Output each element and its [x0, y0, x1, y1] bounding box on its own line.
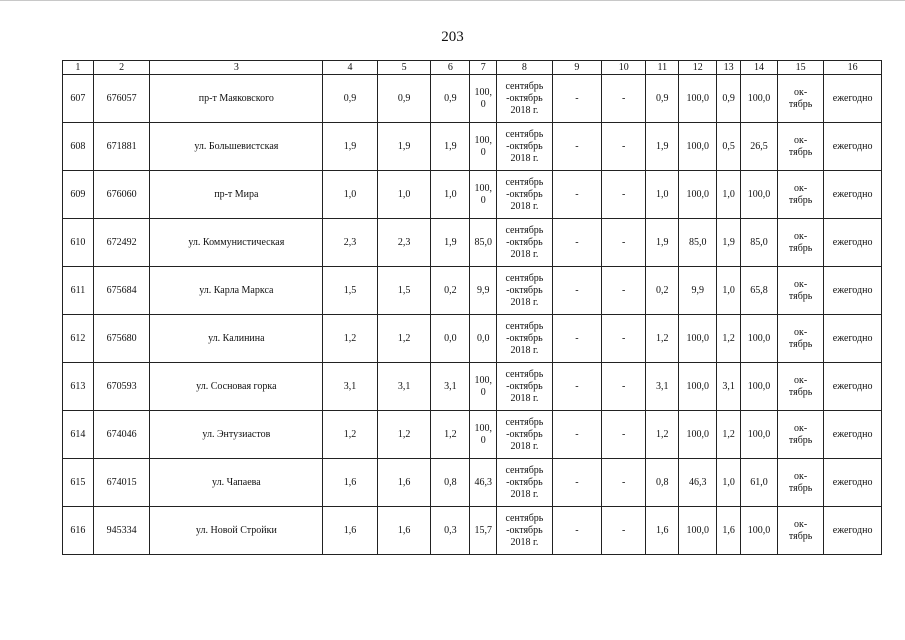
cell-c13: 1,9 — [717, 219, 741, 267]
cell-c8b-line: -октябрь — [506, 428, 543, 440]
table-row — [63, 363, 882, 411]
cell-c7a-line: 100, — [474, 86, 493, 98]
cell-c12: 100,0 — [679, 507, 717, 555]
cell-c8a-line: сентябрь — [505, 176, 544, 188]
cell-c15a-line: ок- — [794, 230, 808, 242]
cell-c2: 675680 — [93, 315, 150, 363]
cell-c13: 1,2 — [717, 315, 741, 363]
cell-c16: ежегодно — [824, 459, 882, 507]
cell-c14: 100,0 — [740, 363, 777, 411]
cell-c6: 0,0 — [431, 315, 470, 363]
cell-c15 — [777, 267, 823, 315]
column-header-1: 1 — [63, 61, 94, 75]
cell-c9: - — [552, 315, 601, 363]
cell-c8b-line: -октябрь — [506, 380, 543, 392]
cell-c8a-line: сентябрь — [505, 416, 544, 428]
cell-c8a-line: сентябрь — [505, 80, 544, 92]
cell-c7 — [470, 219, 497, 267]
cell-c5: 1,5 — [377, 267, 431, 315]
cell-c12: 100,0 — [679, 363, 717, 411]
cell-c7 — [470, 123, 497, 171]
cell-c16: ежегодно — [824, 507, 882, 555]
cell-c14: 100,0 — [740, 171, 777, 219]
cell-c2: 670593 — [93, 363, 150, 411]
cell-c7a-line: 85,0 — [474, 236, 493, 248]
cell-c10: - — [602, 219, 646, 267]
table-row — [63, 75, 882, 123]
cell-c9: - — [552, 75, 601, 123]
cell-c1: 611 — [63, 267, 94, 315]
cell-c12: 85,0 — [679, 219, 717, 267]
column-header-15: 15 — [777, 61, 823, 75]
cell-c3: ул. Калинина — [150, 315, 323, 363]
table-row — [63, 267, 882, 315]
cell-c15 — [777, 411, 823, 459]
cell-c2: 671881 — [93, 123, 150, 171]
cell-c15 — [777, 123, 823, 171]
cell-c15 — [777, 363, 823, 411]
cell-c8 — [497, 411, 553, 459]
cell-c6: 1,0 — [431, 171, 470, 219]
cell-c15b-line: тябрь — [788, 386, 813, 398]
cell-c4: 1,2 — [323, 411, 378, 459]
cell-c7 — [470, 459, 497, 507]
data-table — [62, 60, 882, 555]
cell-c8c-line: 2018 г. — [510, 200, 539, 212]
cell-c3: ул. Новой Стройки — [150, 507, 323, 555]
table-row — [63, 123, 882, 171]
column-header-10: 10 — [602, 61, 646, 75]
cell-c12: 46,3 — [679, 459, 717, 507]
cell-c10: - — [602, 507, 646, 555]
cell-c5: 1,0 — [377, 171, 431, 219]
cell-c9: - — [552, 123, 601, 171]
cell-c14: 100,0 — [740, 507, 777, 555]
cell-c14: 61,0 — [740, 459, 777, 507]
cell-c15b-line: тябрь — [788, 290, 813, 302]
cell-c8 — [497, 75, 553, 123]
cell-c3: ул. Сосновая горка — [150, 363, 323, 411]
cell-c10: - — [602, 123, 646, 171]
cell-c7a-line: 100, — [474, 422, 493, 434]
cell-c9: - — [552, 267, 601, 315]
cell-c1: 608 — [63, 123, 94, 171]
cell-c8a-line: сентябрь — [505, 128, 544, 140]
cell-c11: 0,9 — [646, 75, 679, 123]
cell-c8c-line: 2018 г. — [510, 152, 539, 164]
cell-c7 — [470, 171, 497, 219]
page-number: 203 — [441, 29, 464, 45]
cell-c7b-line: 0 — [480, 386, 486, 398]
cell-c3: ул. Карла Маркса — [150, 267, 323, 315]
cell-c2: 674015 — [93, 459, 150, 507]
cell-c5: 0,9 — [377, 75, 431, 123]
cell-c16: ежегодно — [824, 171, 882, 219]
cell-c8c-line: 2018 г. — [510, 296, 539, 308]
cell-c8 — [497, 507, 553, 555]
cell-c3: ул. Чапаева — [150, 459, 323, 507]
page-top-edge — [0, 0, 905, 1]
cell-c1: 610 — [63, 219, 94, 267]
cell-c13: 0,9 — [717, 75, 741, 123]
cell-c13: 1,2 — [717, 411, 741, 459]
table-row — [63, 507, 882, 555]
cell-c9: - — [552, 363, 601, 411]
cell-c10: - — [602, 267, 646, 315]
cell-c4: 1,0 — [323, 171, 378, 219]
cell-c8b-line: -октябрь — [506, 236, 543, 248]
cell-c15a-line: ок- — [794, 278, 808, 290]
column-header-16: 16 — [824, 61, 882, 75]
cell-c8a-line: сентябрь — [505, 272, 544, 284]
cell-c15a-line: ок- — [794, 518, 808, 530]
cell-c16: ежегодно — [824, 363, 882, 411]
cell-c14: 26,5 — [740, 123, 777, 171]
cell-c6: 0,9 — [431, 75, 470, 123]
column-header-7: 7 — [470, 61, 497, 75]
cell-c4: 3,1 — [323, 363, 378, 411]
cell-c12: 100,0 — [679, 75, 717, 123]
cell-c14: 100,0 — [740, 411, 777, 459]
cell-c1: 612 — [63, 315, 94, 363]
table-row — [63, 459, 882, 507]
cell-c1: 614 — [63, 411, 94, 459]
cell-c2: 672492 — [93, 219, 150, 267]
cell-c3: пр-т Маяковского — [150, 75, 323, 123]
cell-c11: 3,1 — [646, 363, 679, 411]
cell-c1: 616 — [63, 507, 94, 555]
cell-c6: 0,8 — [431, 459, 470, 507]
cell-c15b-line: тябрь — [788, 98, 813, 110]
cell-c11: 1,6 — [646, 507, 679, 555]
cell-c12: 100,0 — [679, 411, 717, 459]
cell-c15b-line: тябрь — [788, 194, 813, 206]
table-row — [63, 315, 882, 363]
cell-c8b-line: -октябрь — [506, 92, 543, 104]
cell-c8c-line: 2018 г. — [510, 536, 539, 548]
cell-c15 — [777, 75, 823, 123]
column-number-row — [63, 61, 882, 75]
cell-c15a-line: ок- — [794, 470, 808, 482]
cell-c7a-line: 0,0 — [477, 332, 490, 344]
cell-c16: ежегодно — [824, 75, 882, 123]
cell-c10: - — [602, 171, 646, 219]
cell-c1: 609 — [63, 171, 94, 219]
cell-c6: 1,9 — [431, 219, 470, 267]
cell-c8a-line: сентябрь — [505, 512, 544, 524]
cell-c15b-line: тябрь — [788, 482, 813, 494]
cell-c16: ежегодно — [824, 123, 882, 171]
cell-c15 — [777, 459, 823, 507]
cell-c8c-line: 2018 г. — [510, 488, 539, 500]
cell-c8 — [497, 315, 553, 363]
table-row — [63, 219, 882, 267]
cell-c15a-line: ок- — [794, 134, 808, 146]
column-header-2: 2 — [93, 61, 150, 75]
cell-c4: 1,5 — [323, 267, 378, 315]
cell-c8c-line: 2018 г. — [510, 392, 539, 404]
column-header-6: 6 — [431, 61, 470, 75]
column-header-5: 5 — [377, 61, 431, 75]
cell-c10: - — [602, 411, 646, 459]
cell-c8 — [497, 267, 553, 315]
cell-c15b-line: тябрь — [788, 338, 813, 350]
cell-c7a-line: 100, — [474, 134, 493, 146]
cell-c4: 2,3 — [323, 219, 378, 267]
cell-c8b-line: -октябрь — [506, 332, 543, 344]
cell-c12: 100,0 — [679, 171, 717, 219]
cell-c14: 100,0 — [740, 315, 777, 363]
cell-c11: 1,2 — [646, 315, 679, 363]
cell-c7a-line: 15,7 — [474, 524, 493, 536]
cell-c8b-line: -октябрь — [506, 476, 543, 488]
column-header-9: 9 — [552, 61, 601, 75]
cell-c9: - — [552, 411, 601, 459]
cell-c7b-line: 0 — [480, 98, 486, 110]
cell-c15 — [777, 507, 823, 555]
cell-c8 — [497, 123, 553, 171]
cell-c11: 1,9 — [646, 219, 679, 267]
cell-c10: - — [602, 459, 646, 507]
cell-c14: 100,0 — [740, 75, 777, 123]
column-header-13: 13 — [717, 61, 741, 75]
cell-c7a-line: 100, — [474, 182, 493, 194]
cell-c11: 1,9 — [646, 123, 679, 171]
cell-c8 — [497, 363, 553, 411]
cell-c13: 3,1 — [717, 363, 741, 411]
cell-c10: - — [602, 363, 646, 411]
cell-c8a-line: сентябрь — [505, 464, 544, 476]
cell-c15 — [777, 219, 823, 267]
cell-c3: ул. Энтузиастов — [150, 411, 323, 459]
cell-c5: 1,6 — [377, 459, 431, 507]
cell-c11: 1,2 — [646, 411, 679, 459]
cell-c8b-line: -октябрь — [506, 188, 543, 200]
cell-c8 — [497, 219, 553, 267]
table-row — [63, 171, 882, 219]
cell-c9: - — [552, 459, 601, 507]
cell-c15b-line: тябрь — [788, 146, 813, 158]
cell-c15b-line: тябрь — [788, 530, 813, 542]
cell-c7a-line: 46,3 — [474, 476, 493, 488]
cell-c15b-line: тябрь — [788, 242, 813, 254]
cell-c8a-line: сентябрь — [505, 320, 544, 332]
cell-c5: 1,2 — [377, 411, 431, 459]
cell-c7 — [470, 75, 497, 123]
cell-c7a-line: 9,9 — [477, 284, 490, 296]
cell-c6: 1,2 — [431, 411, 470, 459]
cell-c15b-line: тябрь — [788, 434, 813, 446]
cell-c1: 615 — [63, 459, 94, 507]
cell-c13: 1,6 — [717, 507, 741, 555]
cell-c15a-line: ок- — [794, 326, 808, 338]
cell-c3: ул. Коммунистическая — [150, 219, 323, 267]
cell-c7b-line: 0 — [480, 146, 486, 158]
cell-c4: 0,9 — [323, 75, 378, 123]
cell-c7 — [470, 411, 497, 459]
cell-c5: 1,2 — [377, 315, 431, 363]
cell-c5: 3,1 — [377, 363, 431, 411]
column-header-11: 11 — [646, 61, 679, 75]
cell-c1: 607 — [63, 75, 94, 123]
cell-c8c-line: 2018 г. — [510, 440, 539, 452]
cell-c5: 1,9 — [377, 123, 431, 171]
cell-c3: ул. Большевистская — [150, 123, 323, 171]
cell-c8a-line: сентябрь — [505, 368, 544, 380]
cell-c7 — [470, 363, 497, 411]
cell-c8c-line: 2018 г. — [510, 248, 539, 260]
column-header-14: 14 — [740, 61, 777, 75]
cell-c12: 100,0 — [679, 315, 717, 363]
cell-c15a-line: ок- — [794, 86, 808, 98]
cell-c16: ежегодно — [824, 219, 882, 267]
cell-c15a-line: ок- — [794, 182, 808, 194]
cell-c15a-line: ок- — [794, 422, 808, 434]
cell-c8b-line: -октябрь — [506, 524, 543, 536]
cell-c4: 1,2 — [323, 315, 378, 363]
cell-c13: 1,0 — [717, 171, 741, 219]
cell-c2: 945334 — [93, 507, 150, 555]
cell-c15 — [777, 315, 823, 363]
cell-c7 — [470, 315, 497, 363]
cell-c15a-line: ок- — [794, 374, 808, 386]
cell-c13: 0,5 — [717, 123, 741, 171]
table-row — [63, 411, 882, 459]
cell-c8b-line: -октябрь — [506, 140, 543, 152]
cell-c12: 9,9 — [679, 267, 717, 315]
cell-c7 — [470, 507, 497, 555]
cell-c6: 0,3 — [431, 507, 470, 555]
column-header-3: 3 — [150, 61, 323, 75]
cell-c16: ежегодно — [824, 267, 882, 315]
cell-c5: 2,3 — [377, 219, 431, 267]
cell-c7 — [470, 267, 497, 315]
cell-c13: 1,0 — [717, 267, 741, 315]
cell-c16: ежегодно — [824, 411, 882, 459]
cell-c4: 1,9 — [323, 123, 378, 171]
cell-c10: - — [602, 315, 646, 363]
column-header-4: 4 — [323, 61, 378, 75]
cell-c1: 613 — [63, 363, 94, 411]
cell-c4: 1,6 — [323, 507, 378, 555]
table-body — [63, 75, 882, 555]
cell-c6: 1,9 — [431, 123, 470, 171]
cell-c11: 1,0 — [646, 171, 679, 219]
cell-c3: пр-т Мира — [150, 171, 323, 219]
cell-c9: - — [552, 219, 601, 267]
cell-c7b-line: 0 — [480, 194, 486, 206]
cell-c8 — [497, 171, 553, 219]
column-header-12: 12 — [679, 61, 717, 75]
cell-c15 — [777, 171, 823, 219]
cell-c14: 85,0 — [740, 219, 777, 267]
cell-c12: 100,0 — [679, 123, 717, 171]
cell-c8c-line: 2018 г. — [510, 344, 539, 356]
cell-c7b-line: 0 — [480, 434, 486, 446]
column-header-8: 8 — [497, 61, 553, 75]
cell-c4: 1,6 — [323, 459, 378, 507]
cell-c11: 0,2 — [646, 267, 679, 315]
cell-c2: 676060 — [93, 171, 150, 219]
cell-c8b-line: -октябрь — [506, 284, 543, 296]
cell-c8 — [497, 459, 553, 507]
cell-c13: 1,0 — [717, 459, 741, 507]
cell-c11: 0,8 — [646, 459, 679, 507]
cell-c8a-line: сентябрь — [505, 224, 544, 236]
cell-c16: ежегодно — [824, 315, 882, 363]
cell-c6: 0,2 — [431, 267, 470, 315]
cell-c7a-line: 100, — [474, 374, 493, 386]
cell-c2: 674046 — [93, 411, 150, 459]
cell-c10: - — [602, 75, 646, 123]
cell-c5: 1,6 — [377, 507, 431, 555]
cell-c6: 3,1 — [431, 363, 470, 411]
cell-c2: 676057 — [93, 75, 150, 123]
cell-c9: - — [552, 507, 601, 555]
cell-c14: 65,8 — [740, 267, 777, 315]
cell-c2: 675684 — [93, 267, 150, 315]
cell-c9: - — [552, 171, 601, 219]
cell-c8c-line: 2018 г. — [510, 104, 539, 116]
